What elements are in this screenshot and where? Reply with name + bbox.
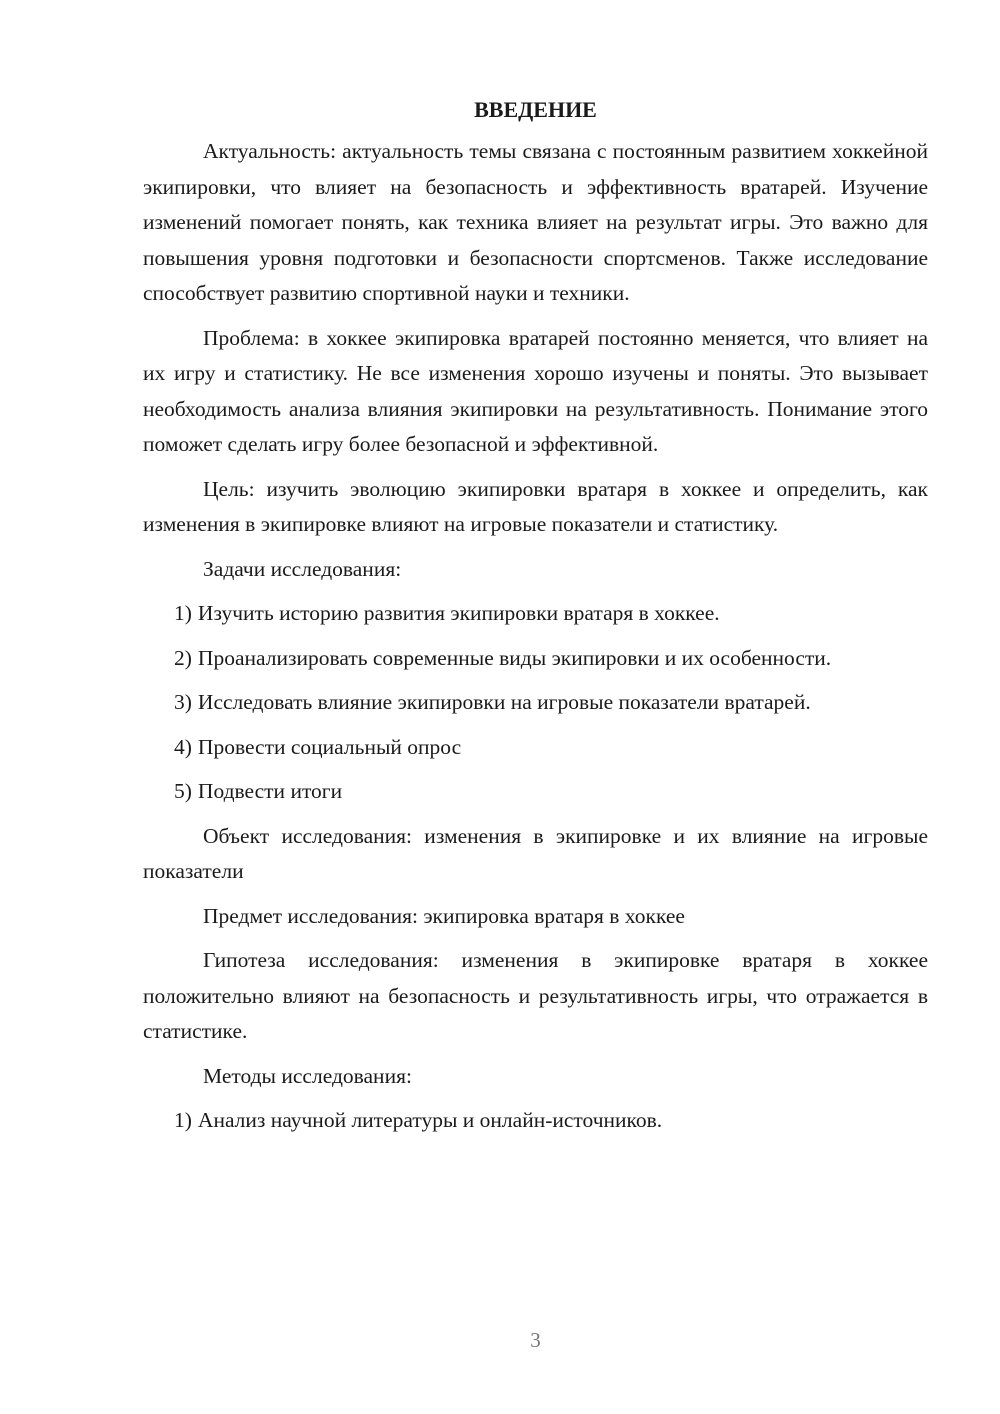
document-page: [143, 92, 928, 1148]
paragraph-object: Объект исследования: изменения в экипировке и их влияние на игровые показатели: [143, 823, 928, 883]
list-item-text: Проанализировать современные виды экипировки и их особенности.: [197, 645, 832, 670]
paragraph-hypothesis: Гипотеза исследования: изменения в экипировке вратаря в хоккее положительно влияют на безопасность и результативность игры, что отражается в статистике.: [143, 948, 928, 1043]
list-item-text: Провести социальный опрос: [197, 734, 462, 759]
list-item-number: 5): [174, 779, 192, 803]
paragraph-relevance: Актуальность: актуальность темы связана с постоянным развитием хоккейной экипировки, что влияет на безопасность и эффективность вратарей. Изучение изменений помогает понять, как техника влияет на результат игры. Это важно для повышения уровня подготовки и безопасности спортсменов. Также исследование способствует развитию спортивной науки и техники.: [143, 139, 928, 305]
list-item-number: 2): [174, 645, 192, 670]
list-item-number: 4): [174, 734, 192, 759]
paragraph-goal: Цель: изучить эволюцию экипировки вратаря в хоккее и определить, как изменения в экипировке влияют на игровые показатели и статистику.: [143, 476, 928, 536]
paragraph-problem: Проблема: в хоккее экипировка вратарей постоянно меняется, что влияет на их игру и статистику. Не все изменения хорошо изучены и поняты. Это вызывает необходимость анализа влияния экипировки на результативность. Понимание этого поможет сделать игру более безопасной и эффективной.: [143, 325, 928, 456]
list-item: [143, 1103, 928, 1139]
list-item-number: 1): [174, 601, 192, 625]
page-number: 3: [530, 1328, 541, 1352]
list-item: [143, 641, 928, 677]
tasks-list: [143, 596, 928, 810]
list-item: [143, 730, 928, 766]
section-heading: ВВЕДЕНИЕ: [474, 97, 597, 122]
list-item: [143, 596, 928, 632]
list-item: [143, 774, 928, 810]
list-item-text: Изучить историю развития экипировки вратаря в хоккее.: [197, 601, 720, 625]
list-item-text: Исследовать влияние экипировки на игровые показатели вратарей.: [197, 690, 811, 714]
paragraph-tasks-title: Задачи исследования:: [203, 556, 402, 581]
paragraph-subject: Предмет исследования: экипировка вратаря в хоккее: [203, 903, 685, 928]
methods-list: [143, 1103, 928, 1139]
paragraph-methods-title: Методы исследования:: [203, 1063, 412, 1088]
list-item-text: Подвести итоги: [197, 779, 343, 803]
list-item-number: 1): [174, 1108, 192, 1132]
list-item-text: Анализ научной литературы и онлайн-источников.: [197, 1108, 663, 1132]
list-item-number: 3): [174, 690, 192, 714]
list-item: [143, 685, 928, 721]
